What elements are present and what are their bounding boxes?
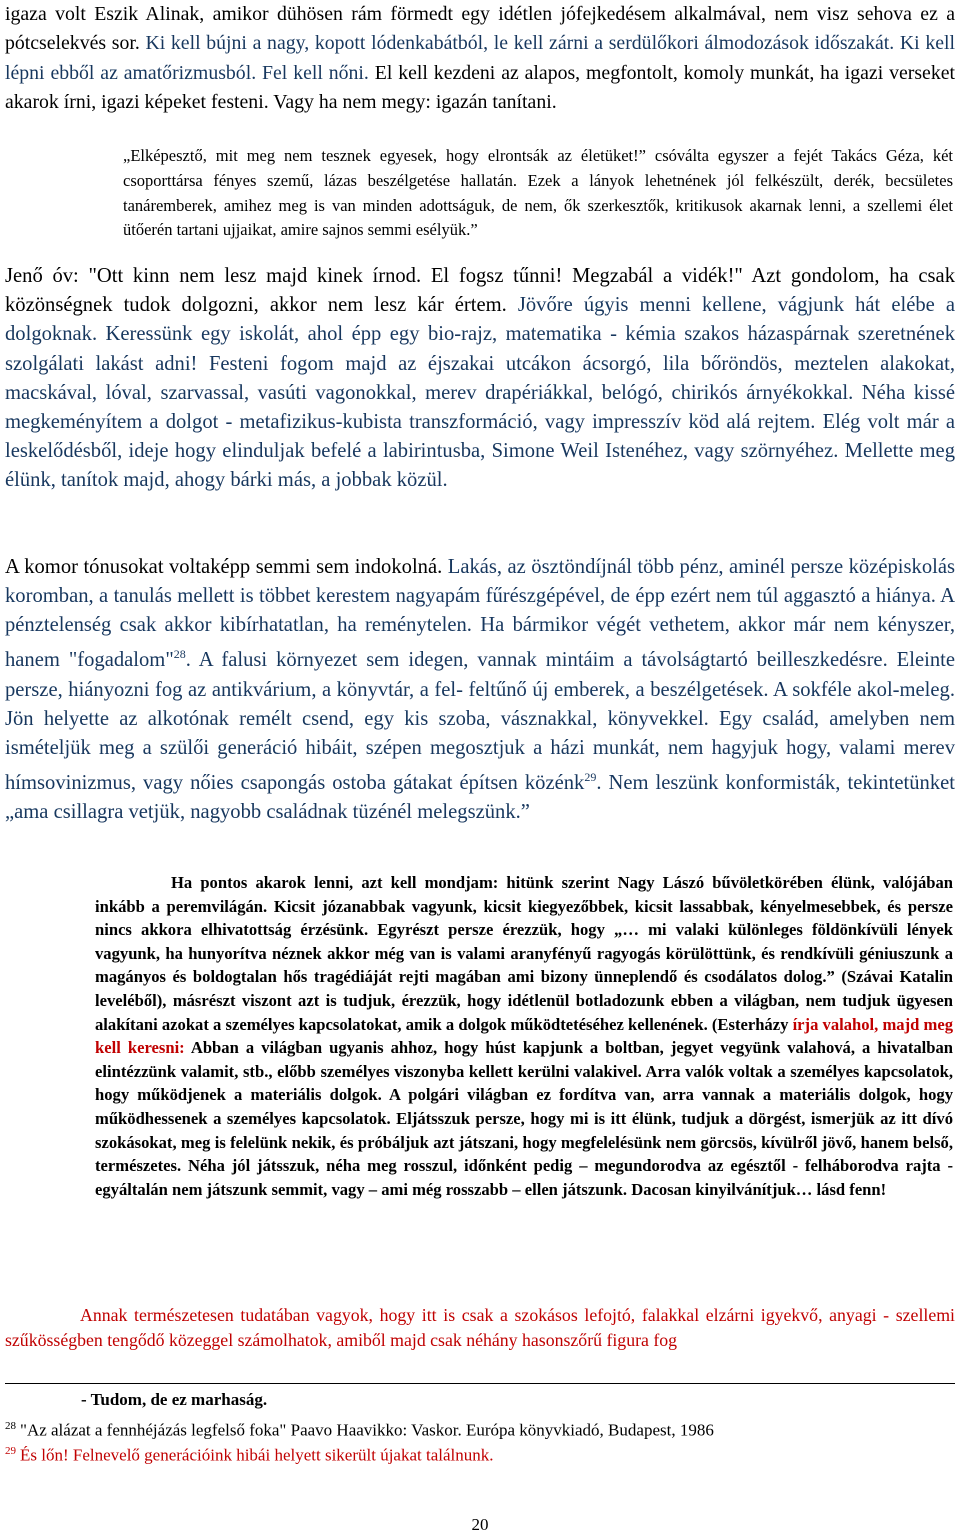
lead-sentence-3: El kell kezdeni az alapos, megfontolt, komoly munkát, ha igazi verseket akarok írni, igazi képeket festeni. Vagy ha nem megy: igazán tanítani. [5, 61, 955, 114]
lead-sentence-1: igaza volt Eszik Alinak, amikor dühösen rám förmedt egy idétlen jófejkedésem alkalmával, nem visz sehova ez a pótcselekvés sor. [5, 3, 955, 55]
footnote-divider [5, 1383, 955, 1384]
paragraph-lead [5, 0, 955, 118]
komor-sentence: A komor tónusokat voltaképp semmi sem indokolná. [5, 556, 443, 578]
bold-text-2: Abban a világban ugyanis ahhoz, hogy húst kapjunk a boltban, jegyet vegyünk valahová, a hivatalban elintézzünk valamit, stb., előbb személyes viszonyba kellett kerülni valakivel. Arra valók voltak a személyes kapcsolatok, hogy működjenek a materiális dolgok. A polgári világban ez fordítva van, arra vannak a materiális dolgok, hogy működhessenek a személyes kapcsolatok. Eljátsszuk persze, hogy mi is itt élünk, tudjuk a dörgést, ismerjük az itt dívó szokásokat, meg is felelünk nekik, és próbáljuk azt játszani, hogy megfelelésünk nem görcsös, kívülről jövő, hanem belső, természetes. Néha jól játsszuk, néha meg rosszul, időnként pedig – megundorodva az egésztől - felháborodva rajta - egyáltalán nem játszunk semmit, vagy – ami még rosszabb – ellen játszunk. Dacosan kinyilvánítjuk… lásd fenn! [95, 1038, 954, 1199]
paragraph-komor [5, 553, 955, 828]
bold-text-1: Ha pontos akarok lenni, azt kell mondjam: hitünk szerint Nagy Lászó bűvöletkörében élünk, valójában inkább a peremvilágán. Kicsit józanabbak vagyunk, kicsit kiegyezőbbek, kicsit lassabbak, kényelmesebbek, és persze nincs akkora elhivatottság érzésünk. Egyrészt persze érezzük, hogy „… mi valaki különleges földönkívüli lények vagyunk, ha hunyorítva néznek akkor még van is valami aranyfényű ragyogás körülöttünk, és rendkívüli géniuszunk a magányos és boldogtalan hős tragédiáját rejti magában ami bizony ünneplendő és csodálatos dolog.” (Szávai Katalin leveléből), másrészt viszont azt is tudjuk, érezzük, hogy idétlenül botladozunk ebben a világban, nem tudjuk ügyesen alakítani azokat a személyes kapcsolatokat, amik a dolgok működtetéséhez kellenének. (Esterházy [95, 873, 953, 1034]
footnote-29-text: És lőn! Felnevelő generációink hibái helyett sikerült újakat találnunk. [20, 1445, 494, 1465]
footnote-ref-28[interactable]: 28 [173, 647, 186, 662]
footnote-29-number: 29 [5, 1445, 16, 1457]
footnote-ref-29[interactable]: 29 [584, 770, 597, 785]
bold-red-note: írja valahol, majd meg kell keresni: [95, 1014, 954, 1058]
footnote-29 [5, 1440, 494, 1467]
footnote-28 [5, 1415, 714, 1442]
red-paragraph-text: Annak természetesen tudatában vagyok, hogy itt is csak a szokásos lefojtó, falakkal elzárni igyekvő, anyagi - szellemi szűkösségben tengődő közeggel számolhatok, amiből majd csak néhány hasonszőrű figura fog [5, 1305, 955, 1350]
footnote-carryover: - Tudom, de ez marhaság. [81, 1390, 268, 1409]
jeno-sentence: Jenő óv: "Ott kinn nem lesz majd kinek írnod. El fogsz tűnni! Megzabál a vidék!" Azt gondolom, ha csak közönségnek tudok dolgozni, akkor nem lesz kár értem. [5, 265, 955, 317]
komor-text-1: Lakás, az ösztöndíjnál több pénz, aminél persze középiskolás koromban, a tanulás mellett is többet kerestem nagyapám fűrészgépével, de épp ezért nem túl aggasztó a hiánya. A pénztelenség csak akkor kibírhatatlan, ha reménytelen. Ha bármikor végét vethetem, akkor már nem kényszer, hanem "fogadalom" [5, 556, 955, 672]
bold-passage [95, 871, 953, 1201]
komor-text-2: . A falusi környezet sem idegen, vannak mintáim a távolságtartó beilleszkedésre. Eleinte persze, hiányozni fog az antikvárium, a könyvtár, a fel- feltűnő új emberek, a beszélgetések. A sokféle akol-meleg. Jön helyette az alkotónak remélt csend, egy kis szoba, vásznakkal, könyvekkel. Egy család, amelyben nem ismételjük meg a szülői generáció hibáit, szépen megosztjuk a házi munkát, nem hagyjuk hogy, valami merev hímsovinizmus, vagy nőies csapongás ostoba gátakat építsen közénk [5, 649, 955, 795]
footnote-28-number: 28 [5, 1420, 16, 1432]
jeno-continuation: Jövőre úgyis menni kellene, vágjunk hát elébe a dolgoknak. Keressünk egy iskolát, ahol épp egy bio-rajz, matematika - kémia szakos házaspárnak szeretnének szolgálati lakást adni! Festeni fogom majd az éjszakai utcákon ácsorgó, lila bőröndös, meztelen alakokat, macskával, lóval, szarvassal, vasúti vagonokkal, merev drapériákkal, belógó, chirikós árnyékokkal. Néha kissé megkeményítem a dolgot - metafizikus-kubista transzformáció, vagy impresszív köd alá rejtem. Elég volt már a leskelődésből, ideje hogy elinduljak befelé a labirintusba, Simone Weil Istenéhez, vagy szörnyéhez. Mellette meg élünk, tanítok majd, ahogy bárki más, a jobbak közül. [5, 294, 955, 492]
quote-takacs: „Elképesztő, mit meg nem tesznek egyesek, hogy elrontsák az életüket!” csóválta egyszer a fejét Takács Géza, két csoporttársa fényes szemű, lázas beszélgetése hallatán. Ezek a lányok lehetnének jól felkészült, derék, becsületes tanáremberek, amihez meg is van minden adottságuk, de nem, ők szerkesztők, kritikusok akarnak lenni, a szellemi élet ütőerén tartani ujjaikat, amire sajnos semmi esélyük.” [123, 146, 953, 240]
page-number: 20 [471, 1515, 489, 1534]
footnote-28-text: "Az alázat a fennhéjázás legfelső foka" Paavo Haavikko: Vaskor. Európa könyvkiadó, Budapest, 1986 [20, 1420, 714, 1440]
lead-sentence-2: Ki kell bújni a nagy, kopott lódenkabátból, le kell zárni a serdülőkori álmodozások időszakát. Ki kell lépni ebből az amatőrizmusból. Fel kell nőni. [5, 32, 955, 84]
komor-text-3: . Nem leszünk konformisták, tekintetünket „ama csillagra vetjük, nagyobb családnak tüzénél melegszünk.” [5, 772, 955, 824]
red-paragraph [5, 1303, 955, 1353]
komor-continuation [5, 556, 955, 823]
paragraph-jeno [5, 262, 955, 496]
